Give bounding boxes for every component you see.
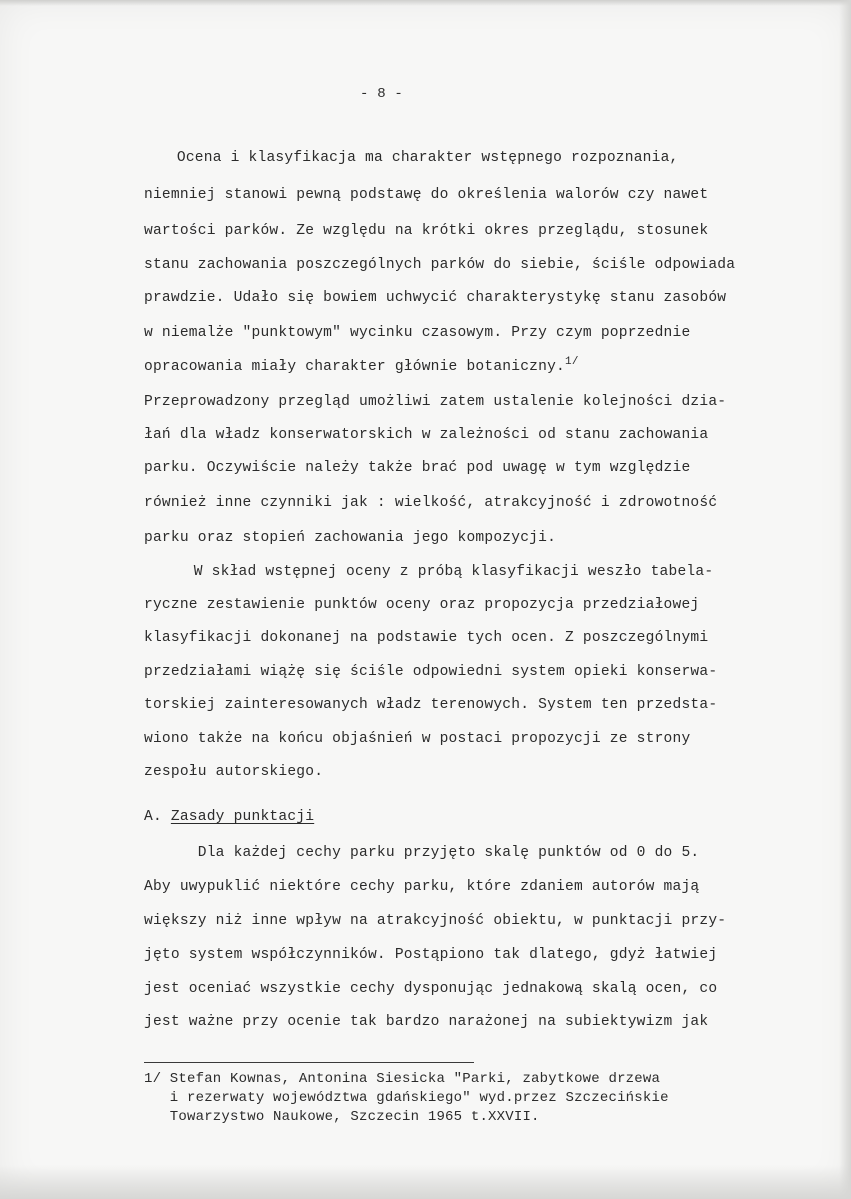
- paragraph-line: większy niż inne wpływ na atrakcyjność obiektu, w punktacji przy-: [144, 913, 727, 929]
- paragraph-line: ryczne zestawienie punktów oceny oraz propozycja przedziałowej: [144, 597, 700, 613]
- paragraph-line: łań dla władz konserwatorskich w zależności od stanu zachowania: [144, 427, 709, 443]
- paragraph-line: w niemalże "punktowym" wycinku czasowym. Przy czym poprzednie: [144, 325, 691, 341]
- paragraph-line: W skład wstępnej oceny z próbą klasyfikacji weszło tabela-: [140, 564, 714, 580]
- paragraph-line: prawdzie. Udało się bowiem uchwycić charakterystykę stanu zasobów: [144, 290, 727, 306]
- scan-edge-top: [0, 0, 851, 6]
- paragraph-line: parku oraz stopień zachowania jego kompozycji.: [144, 530, 557, 546]
- paragraph-line: również inne czynniki jak : wielkość, atrakcyjność i zdrowotność: [144, 495, 718, 511]
- paragraph-line: wartości parków. Ze względu na krótki okres przeglądu, stosunek: [144, 223, 709, 239]
- section-heading-title: Zasady punktacji: [170, 809, 315, 825]
- paragraph-line: Przeprowadzony przegląd umożliwi zatem ustalenie kolejności dzia-: [144, 394, 727, 410]
- paragraph-line: stanu zachowania poszczególnych parków do siebie, ściśle odpowiada: [144, 257, 736, 273]
- paragraph-line: zespołu autorskiego.: [144, 764, 324, 780]
- paragraph-line: jest ważne przy ocenie tak bardzo narażonej na subiektywizm jak: [144, 1014, 709, 1030]
- paragraph-line: jest oceniać wszystkie cechy dysponując jednakową skalą ocen, co: [144, 981, 718, 997]
- section-heading: [144, 809, 314, 825]
- footnote-line: 1/ Stefan Kownas, Antonina Siesicka "Parki, zabytkowe drzewa: [144, 1071, 661, 1087]
- paragraph-line: jęto system współczynników. Postąpiono tak dlatego, gdyż łatwiej: [144, 947, 718, 963]
- page-number: - 8 -: [360, 86, 404, 102]
- paragraph-line: Ocena i klasyfikacja ma charakter wstępnego rozpoznania,: [150, 150, 679, 166]
- paragraph-line: przedziałami wiążę się ściśle odpowiedni system opieki konserwa-: [144, 664, 718, 680]
- paragraph-line: parku. Oczywiście należy także brać pod uwagę w tym względzie: [144, 460, 691, 476]
- scan-edge-right: [839, 0, 851, 1199]
- footnote-ref: 1/: [565, 356, 579, 368]
- paragraph-line-with-ref: [144, 356, 579, 375]
- footnote-line: Towarzystwo Naukowe, Szczecin 1965 t.XXVII.: [144, 1109, 540, 1125]
- paragraph-line: klasyfikacji dokonanej na podstawie tych ocen. Z poszczególnymi: [144, 630, 709, 646]
- section-heading-prefix: A.: [144, 809, 171, 825]
- footnote-line: i rezerwaty województwa gdańskiego" wyd.przez Szczecińskie: [144, 1090, 669, 1106]
- paragraph-line: Dla każdej cechy parku przyjęto skalę punktów od 0 do 5.: [144, 845, 700, 861]
- paragraph-line: opracowania miały charakter głównie botaniczny.: [144, 359, 566, 375]
- paragraph-line: Aby uwypuklić niektóre cechy parku, które zdaniem autorów mają: [144, 879, 700, 895]
- footnote-rule: [144, 1062, 474, 1063]
- paragraph-line: wiono także na końcu objaśnień w postaci propozycji ze strony: [144, 731, 691, 747]
- scan-edge-bottom: [0, 1165, 851, 1199]
- paragraph-line: niemniej stanowi pewną podstawę do określenia walorów czy nawet: [144, 187, 709, 203]
- paragraph-line: torskiej zainteresowanych władz terenowych. System ten przedsta-: [144, 697, 718, 713]
